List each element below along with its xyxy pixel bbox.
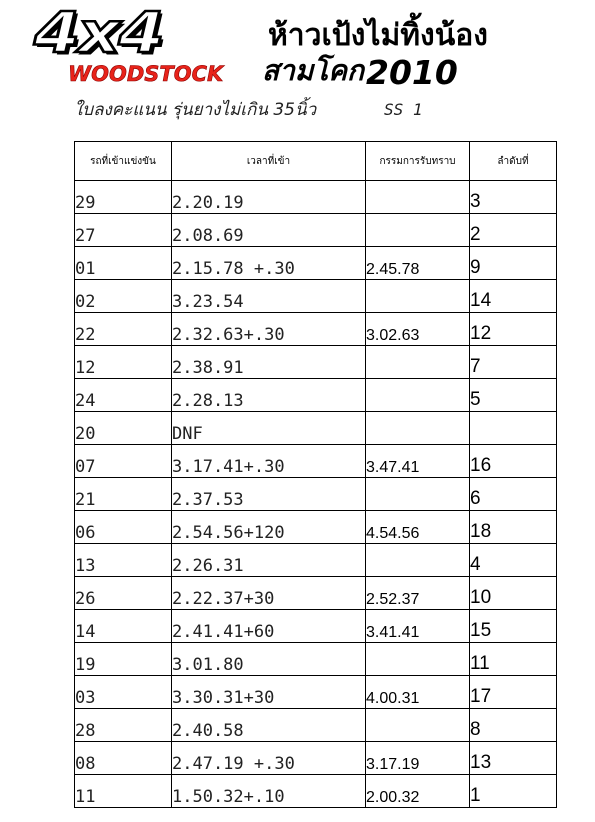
logo-4x4: 4x4 (34, 0, 163, 66)
car-number-cell: 29 (75, 181, 172, 214)
adjusted-time-cell (366, 379, 470, 412)
entry-time-cell: 2.22.37+30 (172, 577, 366, 610)
entry-time-cell: 3.23.54 (172, 280, 366, 313)
entry-time-cell: 3.01.80 (172, 643, 366, 676)
car-number-cell: 14 (75, 610, 172, 643)
score-sheet-subtitle: ใบลงคะแนน รุ่นยางไม่เกิน 35นิ้ว (74, 100, 317, 120)
car-number-cell: 02 (75, 280, 172, 313)
car-number-cell: 26 (75, 577, 172, 610)
car-number-cell: 28 (75, 709, 172, 742)
header-car: รถที่เข้าแข่งขัน (75, 142, 172, 181)
table-row (75, 214, 557, 247)
car-number-cell: 20 (75, 412, 172, 445)
car-number-cell: 01 (75, 247, 172, 280)
rank-cell: 9 (470, 247, 557, 280)
entry-time-cell: 2.47.19 +.30 (172, 742, 366, 775)
table-row (75, 445, 557, 478)
entry-time-cell: 3.30.31+30 (172, 676, 366, 709)
car-number-cell: 08 (75, 742, 172, 775)
entry-time-cell: 2.32.63+.30 (172, 313, 366, 346)
car-number-cell: 13 (75, 544, 172, 577)
entry-time-cell: 2.20.19 (172, 181, 366, 214)
adjusted-time-cell (366, 280, 470, 313)
adjusted-time-cell (366, 181, 470, 214)
rank-cell: 17 (470, 676, 557, 709)
adjusted-time-cell: 2.45.78 (366, 247, 470, 280)
rank-cell: 4 (470, 544, 557, 577)
entry-time-cell: 1.50.32+.10 (172, 775, 366, 808)
event-year: 2010 (366, 53, 458, 92)
adjusted-time-cell: 3.47.41 (366, 445, 470, 478)
car-number-cell: 06 (75, 511, 172, 544)
rank-cell: 8 (470, 709, 557, 742)
car-number-cell: 27 (75, 214, 172, 247)
adjusted-time-cell: 3.02.63 (366, 313, 470, 346)
table-row (75, 709, 557, 742)
adjusted-time-cell: 2.52.37 (366, 577, 470, 610)
rank-cell: 18 (470, 511, 557, 544)
entry-time-cell: 2.37.53 (172, 478, 366, 511)
adjusted-time-cell (366, 346, 470, 379)
rank-cell: 2 (470, 214, 557, 247)
entry-time-cell: 2.40.58 (172, 709, 366, 742)
car-number-cell: 03 (75, 676, 172, 709)
table-row (75, 346, 557, 379)
table-row (75, 478, 557, 511)
car-number-cell: 21 (75, 478, 172, 511)
table-row (75, 676, 557, 709)
entry-time-cell: 2.28.13 (172, 379, 366, 412)
rank-cell (470, 412, 557, 445)
entry-time-cell: 2.54.56+120 (172, 511, 366, 544)
table-row (75, 313, 557, 346)
adjusted-time-cell (366, 643, 470, 676)
table-row (75, 577, 557, 610)
table-row (75, 643, 557, 676)
rank-cell: 16 (470, 445, 557, 478)
entry-time-cell: 2.26.31 (172, 544, 366, 577)
rank-cell: 6 (470, 478, 557, 511)
adjusted-time-cell (366, 214, 470, 247)
rank-cell: 15 (470, 610, 557, 643)
rank-cell: 3 (470, 181, 557, 214)
header-rank: ลำดับที่ (470, 142, 557, 181)
adjusted-time-cell (366, 709, 470, 742)
rank-cell: 12 (470, 313, 557, 346)
table-row (75, 610, 557, 643)
car-number-cell: 11 (75, 775, 172, 808)
entry-time-cell: 2.08.69 (172, 214, 366, 247)
brand-woodstock: WOODSTOCK (68, 62, 224, 86)
event-location: สามโคก (262, 54, 364, 87)
adjusted-time-cell: 4.54.56 (366, 511, 470, 544)
adjusted-time-cell (366, 412, 470, 445)
event-title: ห้าวเป้งไม่ทิ้งน้อง (268, 18, 488, 53)
rank-cell: 13 (470, 742, 557, 775)
car-number-cell: 07 (75, 445, 172, 478)
rank-cell: 11 (470, 643, 557, 676)
adjusted-time-cell: 3.17.19 (366, 742, 470, 775)
table-row (75, 775, 557, 808)
entry-time-cell: 2.38.91 (172, 346, 366, 379)
car-number-cell: 22 (75, 313, 172, 346)
entry-time-cell: 2.15.78 +.30 (172, 247, 366, 280)
rank-cell: 1 (470, 775, 557, 808)
table-row (75, 544, 557, 577)
table-row (75, 280, 557, 313)
car-number-cell: 19 (75, 643, 172, 676)
entry-time-cell: 3.17.41+.30 (172, 445, 366, 478)
table-row (75, 412, 557, 445)
rank-cell: 14 (470, 280, 557, 313)
table-row (75, 511, 557, 544)
rank-cell: 5 (470, 379, 557, 412)
table-row (75, 742, 557, 775)
class-code: SS 1 (384, 100, 423, 119)
entry-time-cell: 2.41.41+60 (172, 610, 366, 643)
car-number-cell: 12 (75, 346, 172, 379)
adjusted-time-cell (366, 544, 470, 577)
adjusted-time-cell: 4.00.31 (366, 676, 470, 709)
table-header-row (75, 142, 557, 181)
table-row (75, 247, 557, 280)
score-table (74, 141, 557, 808)
header-judge-ack: กรรมการรับทราบ (366, 142, 470, 181)
table-row (75, 181, 557, 214)
adjusted-time-cell (366, 478, 470, 511)
car-number-cell: 24 (75, 379, 172, 412)
adjusted-time-cell: 3.41.41 (366, 610, 470, 643)
table-row (75, 379, 557, 412)
entry-time-cell: DNF (172, 412, 366, 445)
adjusted-time-cell: 2.00.32 (366, 775, 470, 808)
rank-cell: 7 (470, 346, 557, 379)
rank-cell: 10 (470, 577, 557, 610)
header-time: เวลาที่เข้า (172, 142, 366, 181)
